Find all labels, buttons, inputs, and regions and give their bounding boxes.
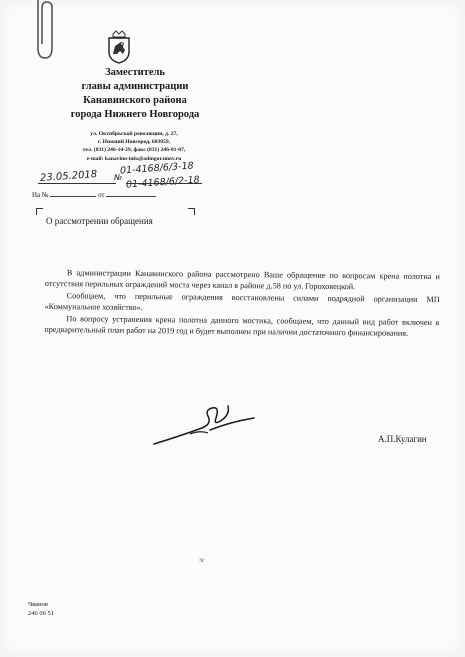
subject-bracket-right (188, 208, 195, 215)
header-line: Заместитель (105, 67, 165, 78)
signer-name: А.П.Кулагин (378, 434, 427, 444)
reference-mid: от (98, 191, 105, 199)
city-coat-of-arms-icon (106, 30, 132, 64)
reference-line (32, 190, 156, 199)
letter-body (44, 267, 440, 340)
body-paragraph: Сообщаем, что перильные ограждения восстановлены силами подрядной организации МП «Коммунальное хозяйство». (44, 291, 440, 313)
registration-date: 23.05.2018 (39, 169, 98, 184)
address-line: г. Нижний Новгород, 603059, (97, 139, 171, 146)
registration-number-1: 01-4168/6/3-18 (119, 160, 194, 177)
header-line: Канавинского района (83, 95, 187, 106)
number-sign: № (113, 172, 123, 183)
address-line: e-mail: kanavino-info@admgor.nnov.ru (86, 155, 182, 162)
date-underline (38, 183, 116, 184)
reference-prefix: На № (32, 191, 49, 199)
registration-number-2: 01-4168/6/2-18 (125, 174, 200, 191)
address-line: тел. (831) 246-14-29, факс (831) 246-01-07, (82, 147, 186, 154)
handwritten-signature (150, 400, 260, 448)
paperclip-icon (28, 0, 58, 62)
body-paragraph: По вопросу устранения крена полотна данного мостика, сообщаем, что данный вид работ включен в предварительный план работ на 2019 год и будет выполнен при наличии достаточного финансирования. (44, 313, 440, 338)
letter-subject: О рассмотрении обращения (46, 216, 153, 226)
page-mark: 3г (199, 558, 205, 564)
header-line: города Нижнего Новгорода (70, 109, 200, 120)
reference-date-blank (106, 190, 156, 197)
header-line: главы администрации (81, 81, 189, 92)
organization-address (64, 130, 204, 163)
body-paragraph: В администрации Канавинского района рассмотрено Ваше обращение по вопросам крена полотна и отсутствия перильных ограждений моста через канал в районе д.58 по ул. Гороховецкой. (44, 268, 440, 292)
number-underline (126, 183, 202, 184)
subject-bracket-left (36, 208, 43, 215)
executor-phone: 246 06 51 (28, 610, 54, 617)
reference-number-blank (50, 190, 96, 197)
organization-header (60, 66, 210, 122)
address-line: ул. Октябрьской революции, д. 27, (90, 131, 178, 137)
executor-name: Чванов (28, 601, 48, 608)
executor-info (28, 600, 54, 618)
